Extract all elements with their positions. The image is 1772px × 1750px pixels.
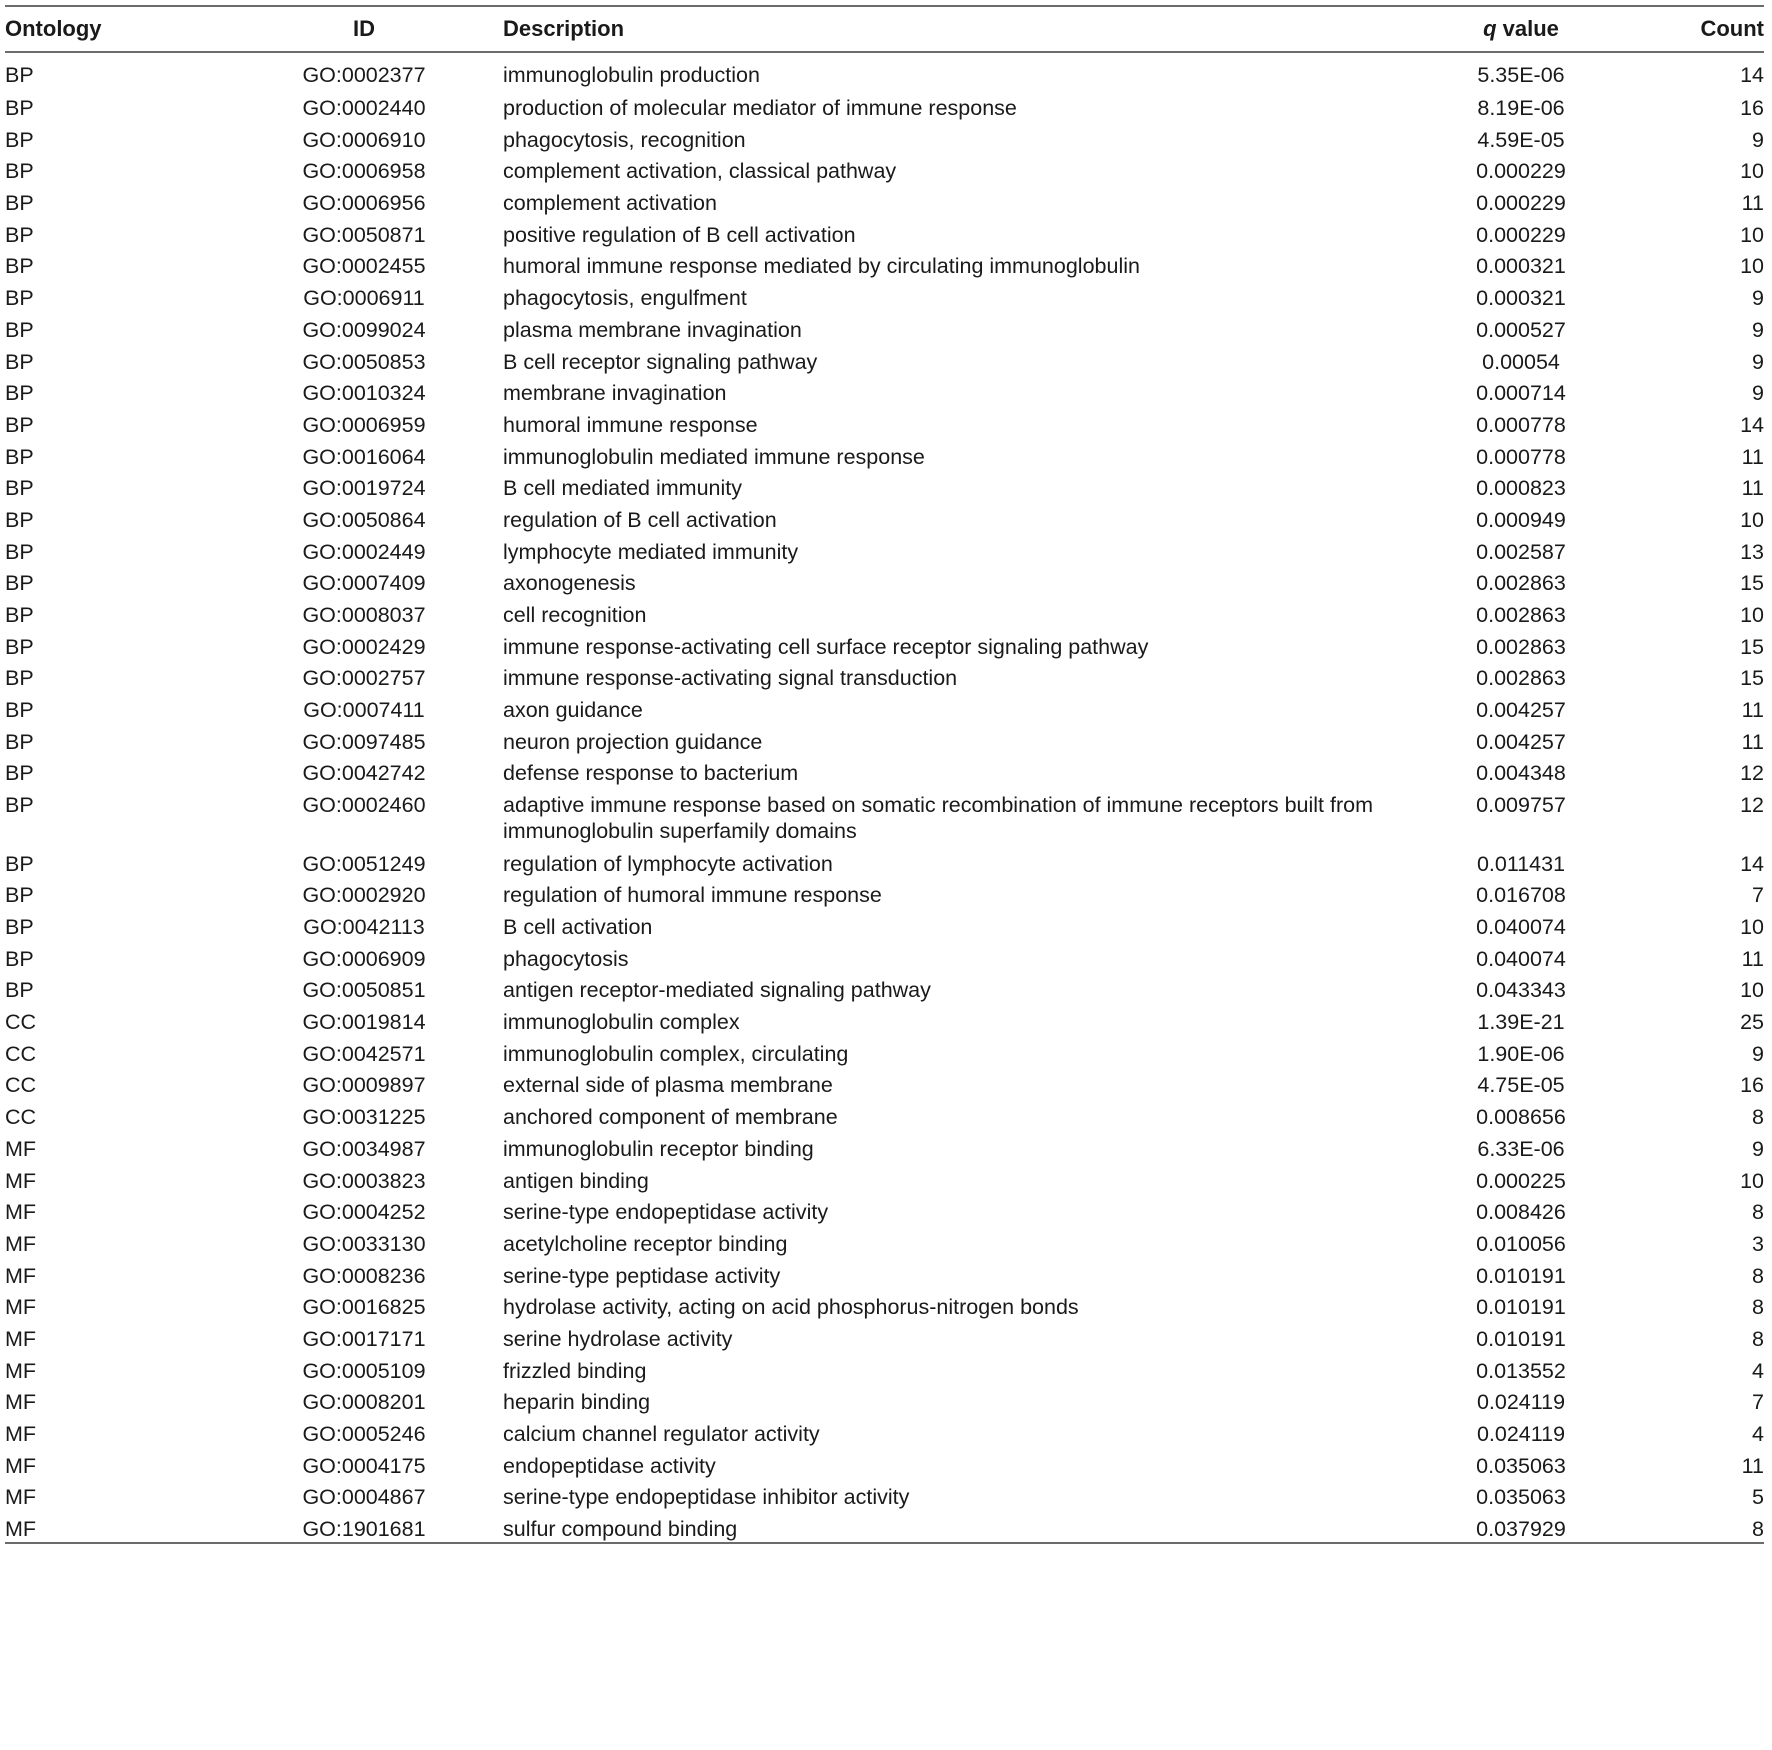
cell-ontology: CC xyxy=(5,1010,37,1035)
cell-ontology: BP xyxy=(5,946,34,971)
cell-go-id: GO:1901681 xyxy=(302,1517,426,1542)
cell-q-value: 0.000229 xyxy=(1476,159,1566,184)
cell-count: 15 xyxy=(1740,666,1764,691)
cell-count: 15 xyxy=(1740,634,1764,659)
cell-description: serine-type endopeptidase inhibitor activity xyxy=(503,1485,910,1510)
cell-q-value: 8.19E-06 xyxy=(1477,96,1565,120)
cell-ontology: BP xyxy=(5,476,34,501)
header-ontology: Ontology xyxy=(5,16,102,41)
cell-description: serine-type peptidase activity xyxy=(503,1263,781,1288)
cell-go-id: GO:0002429 xyxy=(302,634,426,659)
cell-ontology: BP xyxy=(5,571,34,596)
cell-ontology: BP xyxy=(5,96,34,120)
cell-count: 12 xyxy=(1740,793,1764,818)
cell-count: 25 xyxy=(1740,1010,1764,1035)
table-row xyxy=(5,185,1764,217)
cell-go-id: GO:0051249 xyxy=(302,851,426,876)
cell-go-id: GO:0042571 xyxy=(302,1041,426,1066)
cell-go-id: GO:0004252 xyxy=(302,1200,426,1225)
cell-count: 8 xyxy=(1752,1517,1764,1542)
cell-description: axon guidance xyxy=(503,698,643,723)
cell-description: humoral immune response xyxy=(503,412,758,437)
cell-ontology: MF xyxy=(5,1136,37,1161)
cell-description: regulation of humoral immune response xyxy=(503,883,882,908)
cell-ontology: CC xyxy=(5,1041,37,1066)
cell-ontology: MF xyxy=(5,1231,37,1256)
cell-description: B cell mediated immunity xyxy=(503,476,742,501)
table-row xyxy=(5,1004,1764,1036)
cell-count: 11 xyxy=(1741,444,1764,469)
cell-go-id: GO:0019814 xyxy=(302,1010,426,1035)
cell-ontology: BP xyxy=(5,729,34,754)
cell-ontology: BP xyxy=(5,159,34,184)
cell-count: 10 xyxy=(1740,222,1764,247)
table-row xyxy=(5,597,1764,629)
cell-description: serine-type endopeptidase activity xyxy=(503,1200,829,1225)
table-body xyxy=(5,52,1764,1543)
table-row xyxy=(5,1353,1764,1385)
cell-count: 10 xyxy=(1740,507,1764,532)
cell-description: phagocytosis, engulfment xyxy=(503,286,747,311)
cell-ontology: BP xyxy=(5,793,34,818)
cell-description: B cell activation xyxy=(503,915,653,939)
cell-q-value: 0.000823 xyxy=(1476,476,1566,501)
cell-description: antigen receptor-mediated signaling pathway xyxy=(503,978,931,1003)
cell-ontology: MF xyxy=(5,1422,37,1446)
cell-q-value: 0.000321 xyxy=(1476,254,1566,279)
cell-q-value: 0.000321 xyxy=(1476,286,1566,311)
header-count: Count xyxy=(1700,16,1764,41)
cell-description: sulfur compound binding xyxy=(503,1517,738,1542)
header-q-italic: q xyxy=(1483,16,1497,41)
table-row xyxy=(5,565,1764,597)
cell-go-id: GO:0006910 xyxy=(302,127,426,152)
cell-ontology: BP xyxy=(5,539,34,564)
table-row xyxy=(5,534,1764,566)
cell-description: complement activation xyxy=(503,191,717,216)
cell-description: immunoglobulin receptor binding xyxy=(503,1136,814,1161)
cell-ontology: MF xyxy=(5,1263,37,1288)
cell-q-value: 0.002863 xyxy=(1476,666,1566,691)
header-row xyxy=(5,6,1764,52)
cell-description: immune response-activating cell surface receptor signaling pathway xyxy=(503,634,1149,659)
table-row xyxy=(5,1099,1764,1131)
cell-description: cell recognition xyxy=(503,603,647,627)
table-row xyxy=(5,877,1764,909)
table-row xyxy=(5,1479,1764,1511)
cell-q-value: 0.035063 xyxy=(1476,1453,1566,1478)
header-q-value xyxy=(1403,6,1639,52)
cell-ontology: BP xyxy=(5,978,34,1003)
table-row xyxy=(5,660,1764,692)
cell-q-value: 0.000949 xyxy=(1476,507,1566,532)
cell-description: calcium channel regulator activity xyxy=(503,1422,820,1446)
cell-go-id: GO:0008037 xyxy=(302,603,426,627)
cell-go-id: GO:0016825 xyxy=(302,1295,426,1320)
cell-go-id: GO:0099024 xyxy=(302,317,426,342)
cell-q-value: 4.59E-05 xyxy=(1477,127,1565,152)
cell-description: external side of plasma membrane xyxy=(503,1073,833,1098)
cell-description: neuron projection guidance xyxy=(503,729,763,754)
table-row xyxy=(5,407,1764,439)
cell-ontology: BP xyxy=(5,286,34,311)
cell-ontology: MF xyxy=(5,1517,37,1542)
table-row xyxy=(5,217,1764,249)
cell-q-value: 0.000225 xyxy=(1476,1168,1566,1193)
table-row xyxy=(5,1511,1764,1543)
cell-ontology: BP xyxy=(5,254,34,279)
header-q-rest: value xyxy=(1496,16,1559,41)
table-row xyxy=(5,280,1764,312)
cell-q-value: 0.010191 xyxy=(1476,1326,1566,1351)
cell-description: phagocytosis xyxy=(503,946,629,971)
cell-q-value: 0.037929 xyxy=(1476,1517,1566,1542)
cell-q-value: 0.010056 xyxy=(1476,1231,1566,1256)
table-row xyxy=(5,787,1764,846)
cell-q-value: 0.002863 xyxy=(1476,603,1566,627)
cell-ontology: BP xyxy=(5,698,34,723)
cell-count: 9 xyxy=(1752,349,1764,374)
table-row xyxy=(5,692,1764,724)
cell-count: 9 xyxy=(1752,381,1764,406)
cell-description: hydrolase activity, acting on acid phosphorus-nitrogen bonds xyxy=(503,1295,1079,1320)
cell-description: humoral immune response mediated by circulating immunoglobulin xyxy=(503,254,1140,279)
table-row xyxy=(5,1163,1764,1195)
cell-q-value: 0.000778 xyxy=(1476,444,1566,469)
cell-count: 12 xyxy=(1740,761,1764,786)
cell-q-value: 0.013552 xyxy=(1476,1358,1566,1383)
table-row xyxy=(5,248,1764,280)
cell-q-value: 0.011431 xyxy=(1476,851,1566,876)
table-row xyxy=(5,52,1764,90)
cell-q-value: 0.002863 xyxy=(1476,571,1566,596)
table-row xyxy=(5,312,1764,344)
cell-q-value: 0.008656 xyxy=(1476,1105,1566,1130)
cell-q-value: 0.000527 xyxy=(1476,317,1566,342)
cell-go-id: GO:0002449 xyxy=(302,539,426,564)
cell-count: 10 xyxy=(1740,254,1764,279)
table-row xyxy=(5,1131,1764,1163)
cell-go-id: GO:0004867 xyxy=(302,1485,426,1510)
cell-description: complement activation, classical pathway xyxy=(503,159,897,184)
cell-go-id: GO:0031225 xyxy=(302,1105,426,1130)
cell-count: 10 xyxy=(1740,1168,1764,1193)
table-row xyxy=(5,972,1764,1004)
cell-count: 13 xyxy=(1740,539,1764,564)
cell-go-id: GO:0006956 xyxy=(302,191,426,216)
cell-ontology: BP xyxy=(5,603,34,627)
cell-description: phagocytosis, recognition xyxy=(503,127,746,152)
cell-q-value: 1.39E-21 xyxy=(1477,1010,1565,1035)
cell-description: immunoglobulin mediated immune response xyxy=(503,444,925,469)
cell-count: 9 xyxy=(1752,127,1764,152)
table-row xyxy=(5,1448,1764,1480)
cell-ontology: MF xyxy=(5,1168,37,1193)
cell-count: 11 xyxy=(1741,698,1764,723)
cell-count: 9 xyxy=(1752,1041,1764,1066)
cell-ontology: BP xyxy=(5,191,34,216)
cell-q-value: 1.90E-06 xyxy=(1477,1041,1565,1066)
cell-go-id: GO:0050864 xyxy=(302,507,426,532)
cell-go-id: GO:0006959 xyxy=(302,412,426,437)
cell-q-value: 4.75E-05 xyxy=(1477,1073,1565,1098)
cell-go-id: GO:0034987 xyxy=(302,1136,426,1161)
cell-ontology: BP xyxy=(5,317,34,342)
table-row xyxy=(5,470,1764,502)
cell-q-value: 0.000229 xyxy=(1476,222,1566,247)
cell-q-value: 6.33E-06 xyxy=(1477,1136,1565,1161)
cell-ontology: MF xyxy=(5,1200,37,1225)
cell-ontology: MF xyxy=(5,1326,37,1351)
cell-description: regulation of B cell activation xyxy=(503,507,777,532)
cell-description: membrane invagination xyxy=(503,381,727,406)
cell-q-value: 0.024119 xyxy=(1476,1390,1566,1415)
cell-description: adaptive immune response based on somatic recombination of immune receptors built from immunoglobulin superfamily domains xyxy=(503,793,1373,844)
cell-q-value: 0.004257 xyxy=(1476,698,1566,723)
cell-description: anchored component of membrane xyxy=(503,1105,838,1130)
cell-go-id: GO:0002377 xyxy=(302,63,426,87)
table-row xyxy=(5,941,1764,973)
cell-description: frizzled binding xyxy=(503,1358,647,1383)
table-row xyxy=(5,90,1764,122)
cell-count: 10 xyxy=(1740,159,1764,184)
cell-description: antigen binding xyxy=(503,1168,649,1193)
cell-go-id: GO:0003823 xyxy=(302,1168,426,1193)
cell-go-id: GO:0033130 xyxy=(302,1231,426,1256)
cell-q-value: 0.004257 xyxy=(1476,729,1566,754)
cell-count: 5 xyxy=(1752,1485,1764,1510)
cell-ontology: BP xyxy=(5,883,34,908)
cell-go-id: GO:0008236 xyxy=(302,1263,426,1288)
cell-ontology: BP xyxy=(5,349,34,374)
table-row xyxy=(5,755,1764,787)
cell-go-id: GO:0010324 xyxy=(302,381,426,406)
table-header xyxy=(5,6,1764,52)
cell-description: immunoglobulin production xyxy=(503,63,760,87)
cell-ontology: BP xyxy=(5,666,34,691)
cell-ontology: CC xyxy=(5,1073,37,1098)
cell-count: 8 xyxy=(1752,1263,1764,1288)
cell-count: 9 xyxy=(1752,317,1764,342)
cell-go-id: GO:0005246 xyxy=(302,1422,426,1446)
cell-ontology: MF xyxy=(5,1358,37,1383)
cell-ontology: BP xyxy=(5,851,34,876)
cell-ontology: MF xyxy=(5,1390,37,1415)
cell-count: 8 xyxy=(1752,1295,1764,1320)
table-row xyxy=(5,1416,1764,1448)
cell-count: 9 xyxy=(1752,1136,1764,1161)
cell-ontology: BP xyxy=(5,507,34,532)
cell-ontology: MF xyxy=(5,1453,37,1478)
table-row xyxy=(5,1194,1764,1226)
table-row xyxy=(5,153,1764,185)
cell-count: 11 xyxy=(1741,476,1764,501)
cell-go-id: GO:0017171 xyxy=(302,1326,426,1351)
cell-count: 8 xyxy=(1752,1200,1764,1225)
cell-description: regulation of lymphocyte activation xyxy=(503,851,833,876)
table-row xyxy=(5,1067,1764,1099)
cell-description: serine hydrolase activity xyxy=(503,1326,733,1351)
cell-go-id: GO:0009897 xyxy=(302,1073,426,1098)
cell-description: plasma membrane invagination xyxy=(503,317,802,342)
header-id: ID xyxy=(353,16,375,41)
table-row xyxy=(5,724,1764,756)
cell-description: axonogenesis xyxy=(503,571,636,596)
cell-ontology: BP xyxy=(5,381,34,406)
cell-go-id: GO:0016064 xyxy=(302,444,426,469)
cell-description: production of molecular mediator of immune response xyxy=(503,96,1017,120)
table-row xyxy=(5,1384,1764,1416)
table-row xyxy=(5,909,1764,941)
table-row xyxy=(5,344,1764,376)
cell-go-id: GO:0007409 xyxy=(302,571,426,596)
cell-ontology: BP xyxy=(5,222,34,247)
cell-description: immune response-activating signal transduction xyxy=(503,666,958,691)
cell-ontology: MF xyxy=(5,1485,37,1510)
table-row xyxy=(5,375,1764,407)
go-enrichment-table xyxy=(5,5,1764,1544)
cell-description: positive regulation of B cell activation xyxy=(503,222,856,247)
cell-count: 11 xyxy=(1741,191,1764,216)
cell-count: 16 xyxy=(1740,96,1764,120)
cell-description: immunoglobulin complex, circulating xyxy=(503,1041,849,1066)
cell-go-id: GO:0097485 xyxy=(302,729,426,754)
cell-count: 14 xyxy=(1740,63,1764,87)
cell-q-value: 0.00054 xyxy=(1482,349,1560,374)
cell-count: 16 xyxy=(1740,1073,1764,1098)
cell-ontology: CC xyxy=(5,1105,37,1130)
cell-description: immunoglobulin complex xyxy=(503,1010,740,1035)
cell-count: 8 xyxy=(1752,1326,1764,1351)
cell-count: 14 xyxy=(1740,412,1764,437)
cell-description: acetylcholine receptor binding xyxy=(503,1231,788,1256)
table-row xyxy=(5,1258,1764,1290)
cell-count: 10 xyxy=(1740,915,1764,939)
cell-description: lymphocyte mediated immunity xyxy=(503,539,799,564)
cell-q-value: 0.000229 xyxy=(1476,191,1566,216)
cell-go-id: GO:0002440 xyxy=(302,96,426,120)
cell-go-id: GO:0050851 xyxy=(302,978,426,1003)
table-row xyxy=(5,1289,1764,1321)
table-row xyxy=(5,122,1764,154)
cell-go-id: GO:0002757 xyxy=(302,666,426,691)
cell-go-id: GO:0050871 xyxy=(302,222,426,247)
cell-ontology: BP xyxy=(5,915,34,939)
cell-q-value: 0.002587 xyxy=(1476,539,1566,564)
cell-ontology: BP xyxy=(5,63,34,87)
cell-go-id: GO:0006911 xyxy=(303,286,425,311)
table-row xyxy=(5,439,1764,471)
cell-description: B cell receptor signaling pathway xyxy=(503,349,818,374)
cell-ontology: MF xyxy=(5,1295,37,1320)
cell-count: 14 xyxy=(1740,851,1764,876)
cell-count: 10 xyxy=(1740,978,1764,1003)
cell-q-value: 0.010191 xyxy=(1476,1263,1566,1288)
cell-q-value: 0.040074 xyxy=(1476,946,1566,971)
cell-q-value: 0.040074 xyxy=(1476,915,1566,939)
cell-count: 11 xyxy=(1741,1453,1764,1478)
cell-q-value: 0.016708 xyxy=(1476,883,1566,908)
cell-count: 7 xyxy=(1752,883,1764,908)
header-description: Description xyxy=(503,16,625,41)
cell-q-value: 0.024119 xyxy=(1476,1422,1566,1446)
cell-q-value: 0.000714 xyxy=(1476,381,1566,406)
table-row xyxy=(5,1036,1764,1068)
cell-go-id: GO:0006958 xyxy=(302,159,426,184)
table-row xyxy=(5,846,1764,878)
cell-go-id: GO:0042742 xyxy=(302,761,426,786)
cell-ontology: BP xyxy=(5,761,34,786)
cell-description: defense response to bacterium xyxy=(503,761,799,786)
cell-count: 4 xyxy=(1752,1358,1764,1383)
cell-count: 15 xyxy=(1740,571,1764,596)
cell-go-id: GO:0008201 xyxy=(302,1390,426,1415)
cell-description: heparin binding xyxy=(503,1390,651,1415)
cell-go-id: GO:0002460 xyxy=(302,793,426,818)
cell-go-id: GO:0042113 xyxy=(303,915,425,939)
cell-go-id: GO:0005109 xyxy=(302,1358,426,1383)
cell-ontology: BP xyxy=(5,412,34,437)
cell-count: 11 xyxy=(1741,729,1764,754)
cell-ontology: BP xyxy=(5,127,34,152)
cell-q-value: 0.043343 xyxy=(1476,978,1566,1003)
cell-q-value: 0.010191 xyxy=(1476,1295,1566,1320)
cell-go-id: GO:0019724 xyxy=(302,476,426,501)
cell-count: 3 xyxy=(1752,1231,1764,1256)
cell-count: 8 xyxy=(1752,1105,1764,1130)
cell-q-value: 0.000778 xyxy=(1476,412,1566,437)
cell-count: 11 xyxy=(1741,946,1764,971)
cell-q-value: 0.009757 xyxy=(1476,793,1566,818)
cell-go-id: GO:0002920 xyxy=(302,883,426,908)
cell-q-value: 0.002863 xyxy=(1476,634,1566,659)
table-row xyxy=(5,502,1764,534)
cell-q-value: 0.035063 xyxy=(1476,1485,1566,1510)
cell-count: 9 xyxy=(1752,286,1764,311)
cell-go-id: GO:0002455 xyxy=(302,254,426,279)
cell-description: endopeptidase activity xyxy=(503,1453,716,1478)
cell-go-id: GO:0004175 xyxy=(302,1453,426,1478)
cell-count: 7 xyxy=(1752,1390,1764,1415)
cell-q-value: 0.004348 xyxy=(1476,761,1566,786)
cell-go-id: GO:0050853 xyxy=(302,349,426,374)
table-row xyxy=(5,1226,1764,1258)
cell-q-value: 5.35E-06 xyxy=(1477,63,1565,87)
cell-ontology: BP xyxy=(5,634,34,659)
table-row xyxy=(5,629,1764,661)
cell-go-id: GO:0006909 xyxy=(302,946,426,971)
table-row xyxy=(5,1321,1764,1353)
cell-q-value: 0.008426 xyxy=(1476,1200,1566,1225)
cell-ontology: BP xyxy=(5,444,34,469)
cell-count: 4 xyxy=(1752,1422,1764,1446)
cell-go-id: GO:0007411 xyxy=(303,698,425,723)
cell-count: 10 xyxy=(1740,603,1764,627)
